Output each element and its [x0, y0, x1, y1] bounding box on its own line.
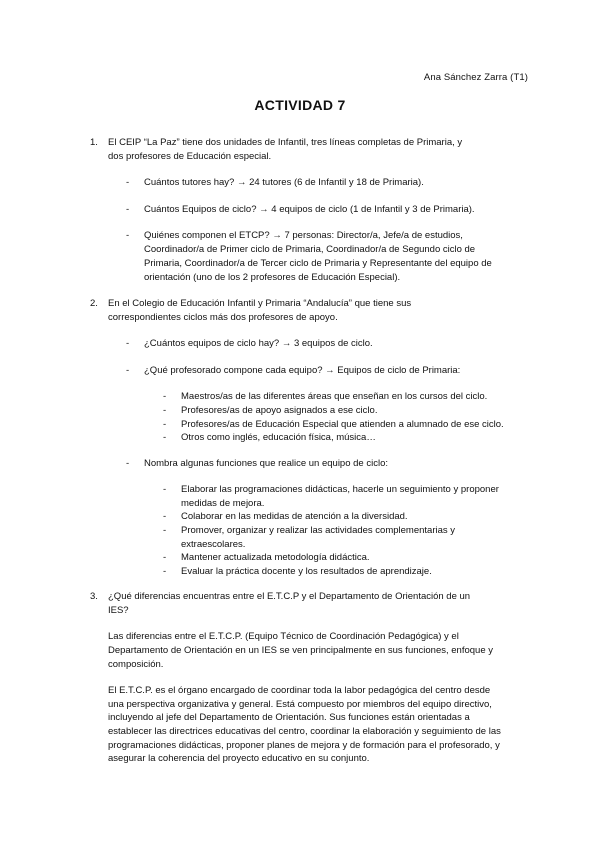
- question-3-text: IES?: [108, 605, 129, 616]
- q3-paragraph-2: una perspectiva organizativa y general. Está compuesto por miembros del equipo directivo,: [108, 699, 492, 710]
- q1-item-3: orientación (uno de los 2 profesores de Educación Especial).: [144, 272, 401, 283]
- bullet-dash: -: [163, 484, 167, 495]
- question-1-number: 1.: [90, 137, 98, 148]
- q1-item-3: Primaria, Coordinador/a de Tercer ciclo de Primaria y Representante del equipo de: [144, 258, 492, 269]
- q2-function-item: Elaborar las programaciones didácticas, hacerle un seguimiento y proponer: [181, 484, 499, 495]
- q2-function-item: Mantener actualizada metodología didáctica.: [181, 552, 370, 563]
- q2-function-item: medidas de mejora.: [181, 498, 265, 509]
- q1-item-1: Cuántos tutores hay? → 24 tutores (6 de Infantil y 18 de Primaria).: [144, 177, 424, 188]
- bullet-dash: -: [163, 525, 167, 536]
- q2-function-item: extraescolares.: [181, 539, 246, 550]
- q2-sub-item: Maestros/as de las diferentes áreas que enseñan en los cursos del ciclo.: [181, 391, 488, 402]
- q2-sub-item: Profesores/as de apoyo asignados a ese ciclo.: [181, 405, 378, 416]
- q1-item-2: Cuántos Equipos de ciclo? → 4 equipos de ciclo (1 de Infantil y 3 de Primaria).: [144, 204, 475, 215]
- bullet-dash: -: [126, 338, 130, 349]
- question-1-text: dos profesores de Educación especial.: [108, 151, 272, 162]
- q1-item-3: Quiénes componen el ETCP? → 7 personas: Director/a, Jefe/a de estudios,: [144, 230, 463, 241]
- bullet-dash: -: [163, 566, 167, 577]
- q3-paragraph-2: El E.T.C.P. es el órgano encargado de coordinar toda la labor pedagógica del centro desde: [108, 685, 491, 696]
- q2-item-1: ¿Cuántos equipos de ciclo hay? → 3 equipos de ciclo.: [144, 338, 373, 349]
- q2-item-3: Nombra algunas funciones que realice un equipo de ciclo:: [144, 458, 388, 469]
- bullet-dash: -: [126, 204, 130, 215]
- q2-sub-item: Profesores/as de Educación Especial que atienden a alumnado de ese ciclo.: [181, 419, 504, 430]
- q3-paragraph-2: asegurar la coherencia del proyecto educativo en su conjunto.: [108, 753, 370, 764]
- bullet-dash: -: [163, 419, 167, 430]
- question-3-text: ¿Qué diferencias encuentras entre el E.T.C.P y el Departamento de Orientación de un: [108, 591, 471, 602]
- bullet-dash: -: [163, 552, 167, 563]
- author-label: Ana Sánchez Zarra (T1): [423, 72, 528, 83]
- q2-item-2: ¿Qué profesorado compone cada equipo? → Equipos de ciclo de Primaria:: [144, 365, 461, 376]
- q2-function-item: Promover, organizar y realizar las actividades complementarias y: [181, 525, 456, 536]
- question-2-number: 2.: [90, 298, 98, 309]
- question-2-text: En el Colegio de Educación Infantil y Primaria “Andalucía” que tiene sus: [108, 298, 412, 309]
- q3-paragraph-1: Las diferencias entre el E.T.C.P. (Equipo Técnico de Coordinación Pedagógica) y el: [108, 631, 459, 642]
- q3-paragraph-1: Departamento de Orientación en un IES se ven principalmente en sus funciones, enfoque y: [108, 645, 493, 656]
- q3-paragraph-2: incluyendo al jefe del Departamento de Orientación. Sus funciones están orientadas a: [108, 712, 470, 723]
- bullet-dash: -: [163, 405, 167, 416]
- q1-item-3: Coordinador/a de Primer ciclo de Primaria, Coordinador/a de Segundo ciclo de: [144, 244, 476, 255]
- q3-paragraph-2: programaciones didácticas, proponer planes de mejora y de formación para el profesorado, y: [108, 740, 500, 751]
- page-title: ACTIVIDAD 7: [254, 97, 346, 113]
- bullet-dash: -: [126, 230, 130, 241]
- q3-paragraph-1: composición.: [108, 659, 164, 670]
- q2-function-item: Colaborar en las medidas de atención a la diversidad.: [181, 511, 408, 522]
- bullet-dash: -: [163, 432, 167, 443]
- q2-function-item: Evaluar la práctica docente y los resultados de aprendizaje.: [181, 566, 432, 577]
- bullet-dash: -: [126, 458, 130, 469]
- question-2-text: correspondientes ciclos más dos profesores de apoyo.: [108, 312, 338, 323]
- bullet-dash: -: [163, 511, 167, 522]
- q3-paragraph-2: establecer las directrices educativas del centro, coordinar la elaboración y seguimiento de las: [108, 726, 501, 737]
- bullet-dash: -: [126, 365, 130, 376]
- question-3-number: 3.: [90, 591, 98, 602]
- question-1-text: El CEIP “La Paz” tiene dos unidades de Infantil, tres líneas completas de Primaria, y: [108, 137, 463, 148]
- bullet-dash: -: [163, 391, 167, 402]
- bullet-dash: -: [126, 177, 130, 188]
- q2-sub-item: Otros como inglés, educación física, música…: [181, 432, 376, 443]
